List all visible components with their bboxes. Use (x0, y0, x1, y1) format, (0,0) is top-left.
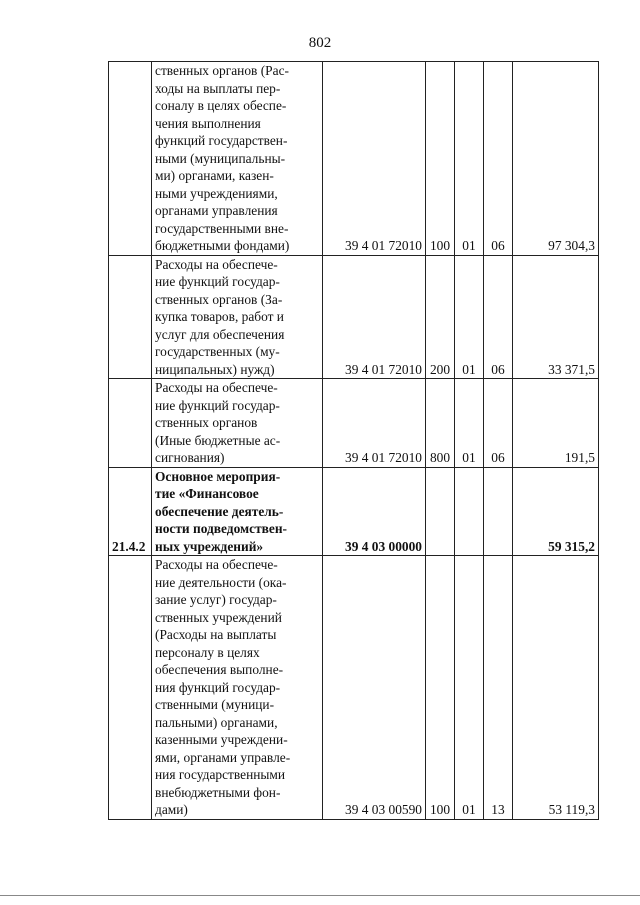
description-line: соналу в целях обеспе- (155, 98, 287, 113)
description-line: ми) органами, казен- (155, 168, 274, 183)
table-row (109, 556, 599, 820)
description-line: ями, органами управле- (155, 749, 291, 765)
description-line: ственных учреждений (155, 609, 282, 625)
subsection-cell (484, 467, 513, 556)
description-cell (152, 379, 323, 468)
description-line: казенными учреждени- (155, 732, 288, 747)
target-code-cell: 39 4 01 72010 (323, 62, 426, 256)
description-line: ных учреждений» (155, 538, 264, 554)
expense-type-cell (426, 467, 455, 556)
description-line: государственными вне- (155, 220, 289, 236)
description-line: ниципальных) нужд) (155, 361, 275, 377)
description-line: ности подведомствен- (155, 521, 287, 536)
description-line: ными (муниципальны- (155, 150, 286, 166)
description-line: ственных органов (Рас- (155, 63, 289, 78)
description-cell (152, 556, 323, 820)
expense-type-cell: 800 (426, 379, 455, 468)
description-line: сигнования) (155, 450, 225, 465)
target-code-cell: 39 4 01 72010 (323, 379, 426, 468)
description-line: ния функций государ- (155, 679, 281, 695)
bottom-rule (0, 895, 640, 896)
description-line: органами управления (155, 203, 278, 218)
budget-table (108, 61, 599, 820)
row-number-cell (109, 255, 152, 379)
description-line: чения выполнения (155, 115, 261, 131)
description-cell (152, 255, 323, 379)
description-line: функций государствен- (155, 133, 288, 148)
description-line: ние функций государ- (155, 397, 280, 413)
expense-type-cell: 100 (426, 62, 455, 256)
description-line: Расходы на обеспече- (155, 256, 278, 272)
target-code-cell: 39 4 01 72010 (323, 255, 426, 379)
description-line: ходы на выплаты пер- (155, 80, 281, 96)
description-line: Расходы на обеспече- (155, 557, 278, 572)
section-cell (455, 467, 484, 556)
section-cell: 01 (455, 556, 484, 820)
description-line: обеспечения выполне- (155, 662, 284, 677)
description-line: услуг для обеспечения (155, 326, 285, 342)
row-number-cell: 21.4.2 (109, 467, 152, 556)
amount-cell: 59 315,2 (513, 467, 599, 556)
section-cell: 01 (455, 62, 484, 256)
row-number-cell (109, 379, 152, 468)
expense-type-cell: 200 (426, 255, 455, 379)
description-line: ными учреждениями, (155, 185, 278, 201)
description-line: ственными (муници- (155, 697, 275, 712)
description-line: государственных (му- (155, 344, 280, 359)
description-cell (152, 467, 323, 556)
page-number: 802 (308, 35, 332, 51)
description-line: ственных органов (За- (155, 291, 283, 307)
section-cell: 01 (455, 379, 484, 468)
description-line: Расходы на обеспече- (155, 380, 278, 395)
amount-cell: 53 119,3 (513, 556, 599, 820)
budget-table-body (109, 62, 599, 820)
description-line: ние деятельности (ока- (155, 574, 287, 590)
description-line: (Расходы на выплаты (155, 627, 277, 642)
description-line: пальными) органами, (155, 714, 278, 730)
row-number-cell (109, 556, 152, 820)
description-line: обеспечение деятель- (155, 503, 284, 519)
subsection-cell: 06 (484, 62, 513, 256)
table-row (109, 467, 599, 556)
description-line: зание услуг) государ- (155, 592, 277, 607)
subsection-cell: 13 (484, 556, 513, 820)
description-line: купка товаров, работ и (155, 309, 284, 324)
description-line: тие «Финансовое (155, 486, 259, 501)
description-line: внебюджетными фон- (155, 784, 281, 800)
subsection-cell: 06 (484, 379, 513, 468)
table-row (109, 379, 599, 468)
description-line: персоналу в целях (155, 644, 260, 660)
table-row (109, 62, 599, 256)
description-line: ние функций государ- (155, 274, 280, 289)
description-line: ния государственными (155, 767, 286, 782)
row-number-cell (109, 62, 152, 256)
amount-cell: 33 371,5 (513, 255, 599, 379)
section-cell: 01 (455, 255, 484, 379)
target-code-cell: 39 4 03 00000 (323, 467, 426, 556)
description-line: ственных органов (155, 415, 258, 430)
description-line: дами) (155, 802, 188, 817)
table-row (109, 255, 599, 379)
description-line: (Иные бюджетные ас- (155, 432, 281, 448)
subsection-cell: 06 (484, 255, 513, 379)
description-line: бюджетными фондами) (155, 238, 290, 253)
description-line: Основное мероприя- (155, 468, 281, 484)
amount-cell: 191,5 (513, 379, 599, 468)
description-cell (152, 62, 323, 256)
expense-type-cell: 100 (426, 556, 455, 820)
target-code-cell: 39 4 03 00590 (323, 556, 426, 820)
amount-cell: 97 304,3 (513, 62, 599, 256)
